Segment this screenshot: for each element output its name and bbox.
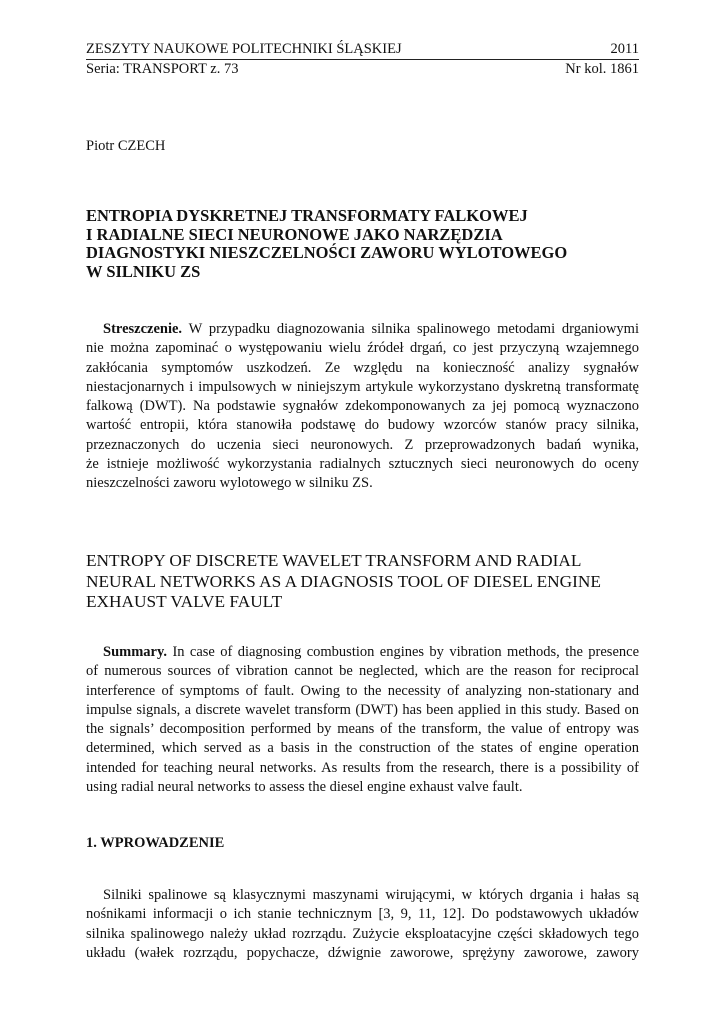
abstract-line: zakłócania symptomów uszkodzeń. Ze względu na konieczność analizy sygnałów: [86, 359, 639, 376]
summary-line: of numerous sources of vibration cannot be neglected, which are the reason for reciprocal: [86, 663, 639, 680]
abstract-line: że istnieje możliwość wykorzystania radialnych sztucznych sieci neuronowych do oceny: [86, 456, 639, 473]
intro-line: silnika spalinowego należy układ rozrządu. Zużycie eksploatacyjne części składowych tego: [86, 925, 639, 942]
abstract-line: wartość entropii, która stanowiła podstawę do budowy wzorców stanów pracy silnika,: [86, 417, 639, 434]
intro-line: nośnikami informacji o ich stanie technicznym [3, 9, 11, 12]. Do podstawowych układów: [86, 906, 639, 923]
polish-title-line: ENTROPIA DYSKRETNEJ TRANSFORMATY FALKOWEJ: [86, 206, 528, 225]
summary-line: using radial neural networks to assess the diesel engine exhaust valve fault.: [86, 779, 523, 796]
english-title-line: EXHAUST VALVE FAULT: [86, 592, 283, 611]
abstract-line: przeznaczonych do uczenia sieci neuronowych. Z przeprowadzonych badań wynika,: [86, 436, 639, 453]
english-title: [86, 551, 601, 613]
abstract-label: Streszczenie.: [103, 321, 183, 337]
polish-abstract: [86, 320, 639, 494]
author-name: Piotr CZECH: [86, 138, 166, 154]
summary-line: determined, which served as a basis in the construction of the states of engine operation: [86, 740, 639, 757]
intro-line: układu (wałek rozrządu, popychacze, dźwignie zaworowe, sprężyny zaworowe, zawory: [86, 944, 639, 961]
intro-line: Silniki spalinowe są klasycznymi maszynami wirującymi, w których drgania i hałas są: [103, 887, 639, 903]
issue-number: Nr kol. 1861: [565, 61, 639, 77]
english-title-line: ENTROPY OF DISCRETE WAVELET TRANSFORM AND RADIAL: [86, 551, 582, 570]
journal-name: ZESZYTY NAUKOWE POLITECHNIKI ŚLĄSKIEJ: [86, 41, 402, 57]
summary-label: Summary.: [103, 644, 168, 660]
abstract-line: nie można zapominać o występowaniu wielu źródeł drgań, co jest przyczyną wzajemnego: [86, 340, 639, 357]
polish-title: [86, 207, 567, 282]
polish-title-line: I RADIALNE SIECI NEURONOWE JAKO NARZĘDZIA: [86, 224, 503, 244]
english-title-line: NEURAL NETWORKS AS A DIAGNOSIS TOOL OF DIESEL ENGINE: [86, 571, 601, 591]
abstract-line: falkową (DWT). Na podstawie sygnałów zdekomponowanych za jej pomocą wyznaczono: [86, 398, 639, 415]
abstract-line: niestacjonarnych i impulsowych w niniejszym artykule wykorzystano dyskretną transformatę: [86, 378, 639, 395]
journal-year: 2011: [610, 41, 639, 57]
polish-title-line: W SILNIKU ZS: [86, 262, 201, 282]
polish-title-line: DIAGNOSTYKI NIESZCZELNOŚCI ZAWORU WYLOTOWEGO: [86, 243, 568, 263]
abstract-line: nieszczelności zaworu wylotowego w silniku ZS.: [86, 475, 373, 492]
summary-line: In case of diagnosing combustion engines by vibration methods, the presence: [172, 644, 639, 660]
summary-line: intended for teaching neural networks. As results from the research, there is a possibility of: [86, 759, 639, 776]
section-heading: 1. WPROWADZENIE: [86, 835, 225, 851]
english-abstract: [86, 643, 639, 797]
intro-paragraph: [86, 886, 639, 963]
summary-line: interference of symptoms of fault. Owing to the necessity of analyzing non-stationary and: [86, 682, 639, 699]
summary-line: the signals’ decomposition performed by means of the transform, the value of entropy was: [86, 721, 639, 738]
running-header: [86, 40, 639, 60]
summary-line: impulse signals, a discrete wavelet transform (DWT) has been applied in this study. Based on: [86, 701, 639, 718]
series-name: Seria: TRANSPORT z. 73: [86, 61, 239, 77]
abstract-line: W przypadku diagnozowania silnika spalinowego metodami drganiowymi: [188, 321, 639, 337]
series-line: [86, 60, 639, 78]
paper-page: [86, 40, 639, 961]
